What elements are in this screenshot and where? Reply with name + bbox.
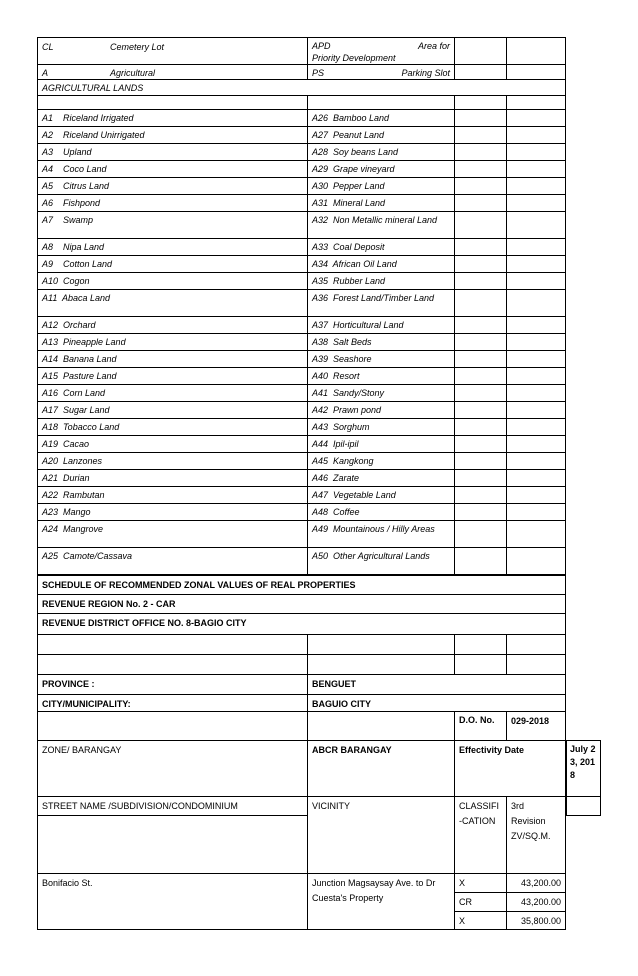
empty-cell [454,333,507,351]
empty-cell [506,143,566,161]
effectivity-value: July 23, 2018 [566,740,601,797]
legend-code: CL [42,42,54,52]
do-label: D.O. No. [454,711,507,741]
agri-code-left: A16 Corn Land [37,384,308,402]
empty-cell [506,520,566,548]
empty-cell [506,289,566,317]
legend-apd-cell [307,37,455,65]
agri-code-right: A26 Bamboo Land [307,109,455,127]
agri-code-right: A46 Zarate [307,469,455,487]
agri-code-right: A45 Kangkong [307,452,455,470]
street-name: Bonifacio St. [37,873,308,930]
agri-code-left: A25 Camote/Cassava [37,547,308,575]
empty-cell [506,435,566,453]
agri-code-right: A27 Peanut Land [307,126,455,144]
agri-code-right: A36 Forest Land/Timber Land [307,289,455,317]
empty-cell [506,503,566,521]
empty-cell [37,815,308,874]
empty-cell [506,255,566,273]
agri-code-right: A33 Coal Deposit [307,238,455,256]
city-value: BAGUIO CITY [307,694,566,712]
empty-cell [506,452,566,470]
effectivity-label: Effectivity Date [454,740,566,797]
agri-code-left: A2 Riceland Unirrigated [37,126,308,144]
zone-label: ZONE/ BARANGAY [37,740,308,797]
province-label: PROVINCE : [37,674,308,695]
agri-code-right: A35 Rubber Land [307,272,455,290]
agri-code-right: A38 Salt Beds [307,333,455,351]
empty-cell [454,350,507,368]
agri-code-right: A28 Soy beans Land [307,143,455,161]
empty-cell [506,126,566,144]
agri-code-right: A47 Vegetable Land [307,486,455,504]
classification-value: CR [454,892,507,912]
empty-cell [307,95,455,110]
agri-code-right: A34 African Oil Land [307,255,455,273]
agri-code-right: A42 Prawn pond [307,401,455,419]
agri-code-left: A18 Tobacco Land [37,418,308,436]
revenue-district: REVENUE DISTRICT OFFICE NO. 8-BAGIO CITY [37,613,566,635]
agri-code-right: A32 Non Metallic mineral Land [307,211,455,239]
empty-cell [506,272,566,290]
empty-cell [454,401,507,419]
agri-code-left: A10 Cogon [37,272,308,290]
legend-a-cell [37,64,308,80]
province-value: BENGUET [307,674,566,695]
empty-cell [307,654,455,675]
legend-ps-cell [307,64,455,80]
empty-cell [454,435,507,453]
empty-cell [506,37,566,65]
empty-cell [454,211,507,239]
agri-code-left: A19 Cacao [37,435,308,453]
legend-code: PS [312,68,325,78]
empty-cell [454,654,507,675]
empty-cell [454,547,507,575]
empty-cell [454,316,507,334]
agri-code-left: A15 Pasture Land [37,367,308,385]
empty-cell [506,194,566,212]
agri-code-left: A11 Abaca Land [37,289,308,317]
agri-code-left: A20 Lanzones [37,452,308,470]
empty-cell [454,160,507,178]
agri-code-right: A44 Ipil-ipil [307,435,455,453]
agri-code-left: A21 Durian [37,469,308,487]
zone-value: ABCR BARANGAY [307,740,455,797]
agri-code-left: A14 Banana Land [37,350,308,368]
empty-cell [506,401,566,419]
empty-cell [454,143,507,161]
agri-code-left: A4 Coco Land [37,160,308,178]
empty-cell [37,654,308,675]
empty-cell [454,109,507,127]
empty-cell [506,418,566,436]
empty-cell [454,418,507,436]
agri-code-right: A40 Resort [307,367,455,385]
empty-cell [506,211,566,239]
empty-cell [506,177,566,195]
agri-code-right: A41 Sandy/Stony [307,384,455,402]
zonal-value: 35,800.00 [506,911,566,930]
legend-cl-cell [37,37,308,65]
agri-code-right: A29 Grape vineyard [307,160,455,178]
empty-cell [454,503,507,521]
empty-cell [506,367,566,385]
empty-cell [37,95,308,110]
agri-code-left: A5 Citrus Land [37,177,308,195]
section-title: AGRICULTURAL LANDS [37,79,566,96]
legend-label: Cemetery Lot [110,42,165,52]
agri-code-left: A3 Upland [37,143,308,161]
agri-code-right: A49 Mountainous / Hilly Areas [307,520,455,548]
agri-code-left: A6 Fishpond [37,194,308,212]
empty-cell [506,64,566,80]
empty-cell [506,654,566,675]
empty-cell [307,711,455,741]
agri-code-right: A50 Other Agricultural Lands [307,547,455,575]
empty-cell [454,469,507,487]
schedule-title: SCHEDULE OF RECOMMENDED ZONAL VALUES OF REAL PROPERTIES [37,575,566,595]
classification-value: X [454,911,507,930]
empty-cell [454,177,507,195]
empty-cell [37,711,308,741]
legend-label: Parking Slot [401,68,450,78]
empty-cell [454,452,507,470]
agri-code-right: A37 Horticultural Land [307,316,455,334]
agri-code-right: A39 Seashore [307,350,455,368]
empty-cell [454,384,507,402]
empty-cell [454,238,507,256]
empty-cell [454,126,507,144]
empty-cell [37,634,308,655]
empty-cell [454,95,507,110]
do-value: 029-2018 [506,711,566,741]
empty-cell [506,238,566,256]
empty-cell [454,255,507,273]
empty-cell [506,160,566,178]
agri-code-left: A24 Mangrove [37,520,308,548]
city-label: CITY/MUNICIPALITY: [37,694,308,712]
agri-code-left: A7 Swamp [37,211,308,239]
legend-label: Area for [417,41,450,51]
agri-code-left: A22 Rambutan [37,486,308,504]
empty-cell [506,469,566,487]
empty-cell [454,194,507,212]
legend-label: Agricultural [110,68,156,78]
empty-cell [454,64,507,80]
zonal-value: 43,200.00 [506,873,566,893]
zonal-value: 43,200.00 [506,892,566,912]
agri-code-right: A48 Coffee [307,503,455,521]
agri-code-right: A43 Sorghum [307,418,455,436]
agri-code-left: A17 Sugar Land [37,401,308,419]
revision-label: 3rd Revision ZV/SQ.M. [506,796,566,874]
legend-code: APD [312,41,331,51]
empty-cell [454,272,507,290]
agri-code-left: A9 Cotton Land [37,255,308,273]
empty-cell [454,634,507,655]
empty-cell [454,289,507,317]
agri-code-left: A23 Mango [37,503,308,521]
agri-code-right: A31 Mineral Land [307,194,455,212]
empty-cell [506,109,566,127]
empty-cell [454,367,507,385]
empty-cell [506,547,566,575]
classification-label: CLASSIFI -CATION [454,796,507,874]
agri-code-left: A13 Pineapple Land [37,333,308,351]
revenue-region: REVENUE REGION No. 2 - CAR [37,594,566,614]
empty-cell [506,333,566,351]
empty-cell [506,316,566,334]
street-label: STREET NAME /SUBDIVISION/CONDOMINIUM [37,796,308,816]
empty-cell [506,350,566,368]
empty-cell [454,37,507,65]
agri-code-left: A12 Orchard [37,316,308,334]
empty-cell [506,486,566,504]
legend-label-line2: Priority Development [312,53,396,63]
empty-cell [307,634,455,655]
agri-code-left: A1 Riceland Irrigated [37,109,308,127]
empty-cell [566,796,601,816]
vicinity-label: VICINITY [307,796,455,874]
empty-cell [454,486,507,504]
empty-cell [454,520,507,548]
empty-cell [506,634,566,655]
empty-cell [506,95,566,110]
vicinity-value: Junction Magsaysay Ave. to Dr Cuesta's Property [307,873,455,930]
legend-code: A [42,68,49,78]
empty-cell [506,384,566,402]
classification-value: X [454,873,507,893]
agri-code-left: A8 Nipa Land [37,238,308,256]
agri-code-right: A30 Pepper Land [307,177,455,195]
